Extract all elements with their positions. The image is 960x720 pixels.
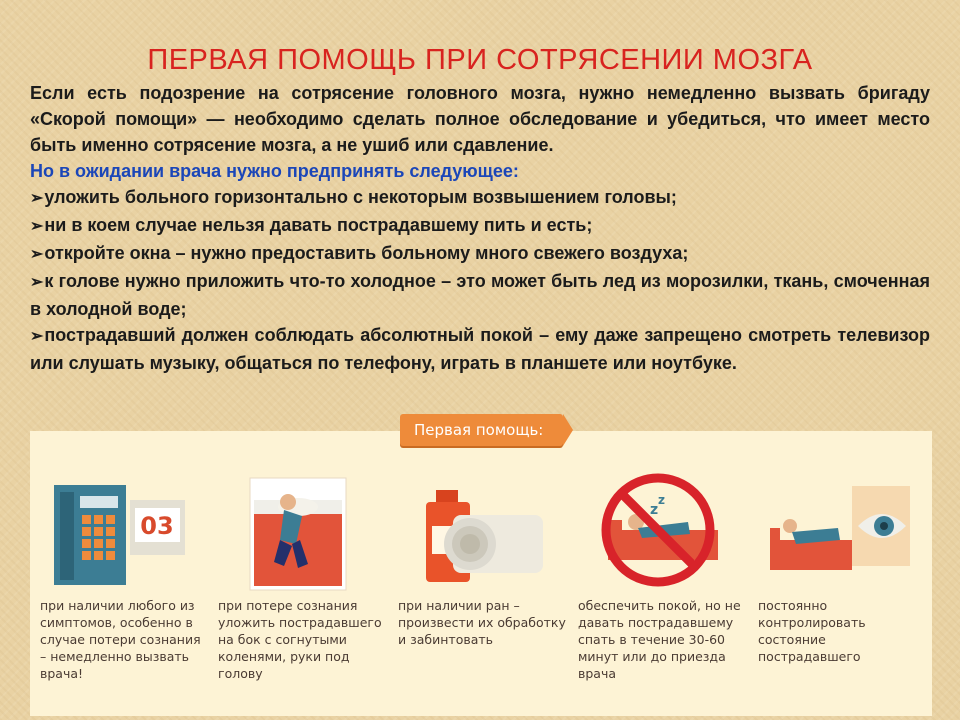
checkmark-arrow-icon: ➢ (30, 328, 44, 345)
step-caption: при потере сознания уложить пострадавшего на бок с согнутыми коленями, руки под голову (218, 598, 382, 681)
page-title: ПЕРВАЯ ПОМОЩЬ ПРИ СОТРЯСЕНИИ МОЗГА (147, 44, 813, 76)
lead-text: Но в ожидании врача нужно предпринять следующее: (30, 161, 519, 181)
step-monitoring (758, 470, 928, 710)
first-aid-tag: Первая помощь: (400, 414, 563, 446)
step-caption: постоянно контролировать состояние пострадавшего (758, 598, 866, 664)
step-caption: при наличии ран – произвести их обработку и забинтовать (398, 598, 566, 647)
step-call-doctor (40, 470, 210, 710)
bullet-item: ➢откройте окна – нужно предоставить больному много свежего воздуха; (30, 243, 689, 263)
step-treat-wounds (398, 470, 568, 710)
monitoring-eye-icon (758, 470, 928, 595)
phone-digits: 03 (140, 512, 174, 540)
bullet-item: ➢уложить больного горизонтально с некоторым возвышением головы; (30, 187, 677, 207)
checkmark-arrow-icon: ➢ (30, 218, 44, 235)
bullet-item: ➢пострадавший должен соблюдать абсолютный покой – ему даже запрещено смотреть телевизор или слушать музыку, общаться по телефону, играть в планшете или ноутбуке. (30, 325, 930, 373)
step-side-position (218, 470, 388, 710)
medicine-bandage-icon (398, 470, 568, 595)
intro-paragraph: Если есть подозрение на сотрясение головного мозга, нужно немедленно вызвать бригаду «Скорой помощи» — необходимо сделать полное обследование и убедиться, что имеет место быть именно сотрясение мозга, а не ушиб или сдавление. (30, 83, 930, 155)
bed-side-position-icon (218, 470, 388, 595)
checkmark-arrow-icon: ➢ (30, 274, 44, 291)
bullet-item: ➢к голове нужно приложить что-то холодное – это может быть лед из морозилки, ткань, смоченная в холодной воде; (30, 271, 930, 319)
article-text (30, 80, 930, 376)
bullet-item: ➢ни в коем случае нельзя давать пострадавшему пить и есть; (30, 215, 593, 235)
step-caption: при наличии любого из симптомов, особенно в случае потери сознания – немедленно вызвать врача! (40, 598, 201, 681)
svg-text:z: z (650, 502, 659, 518)
checkmark-arrow-icon: ➢ (30, 246, 44, 263)
phone-icon (40, 470, 210, 595)
no-sleep-icon (578, 470, 748, 595)
svg-text:z: z (658, 493, 665, 507)
step-caption: обеспечить покой, но не давать пострадавшему спать в течение 30-60 минут или до приезда врача (578, 598, 741, 681)
step-no-sleep (578, 470, 748, 710)
checkmark-arrow-icon: ➢ (30, 190, 44, 207)
